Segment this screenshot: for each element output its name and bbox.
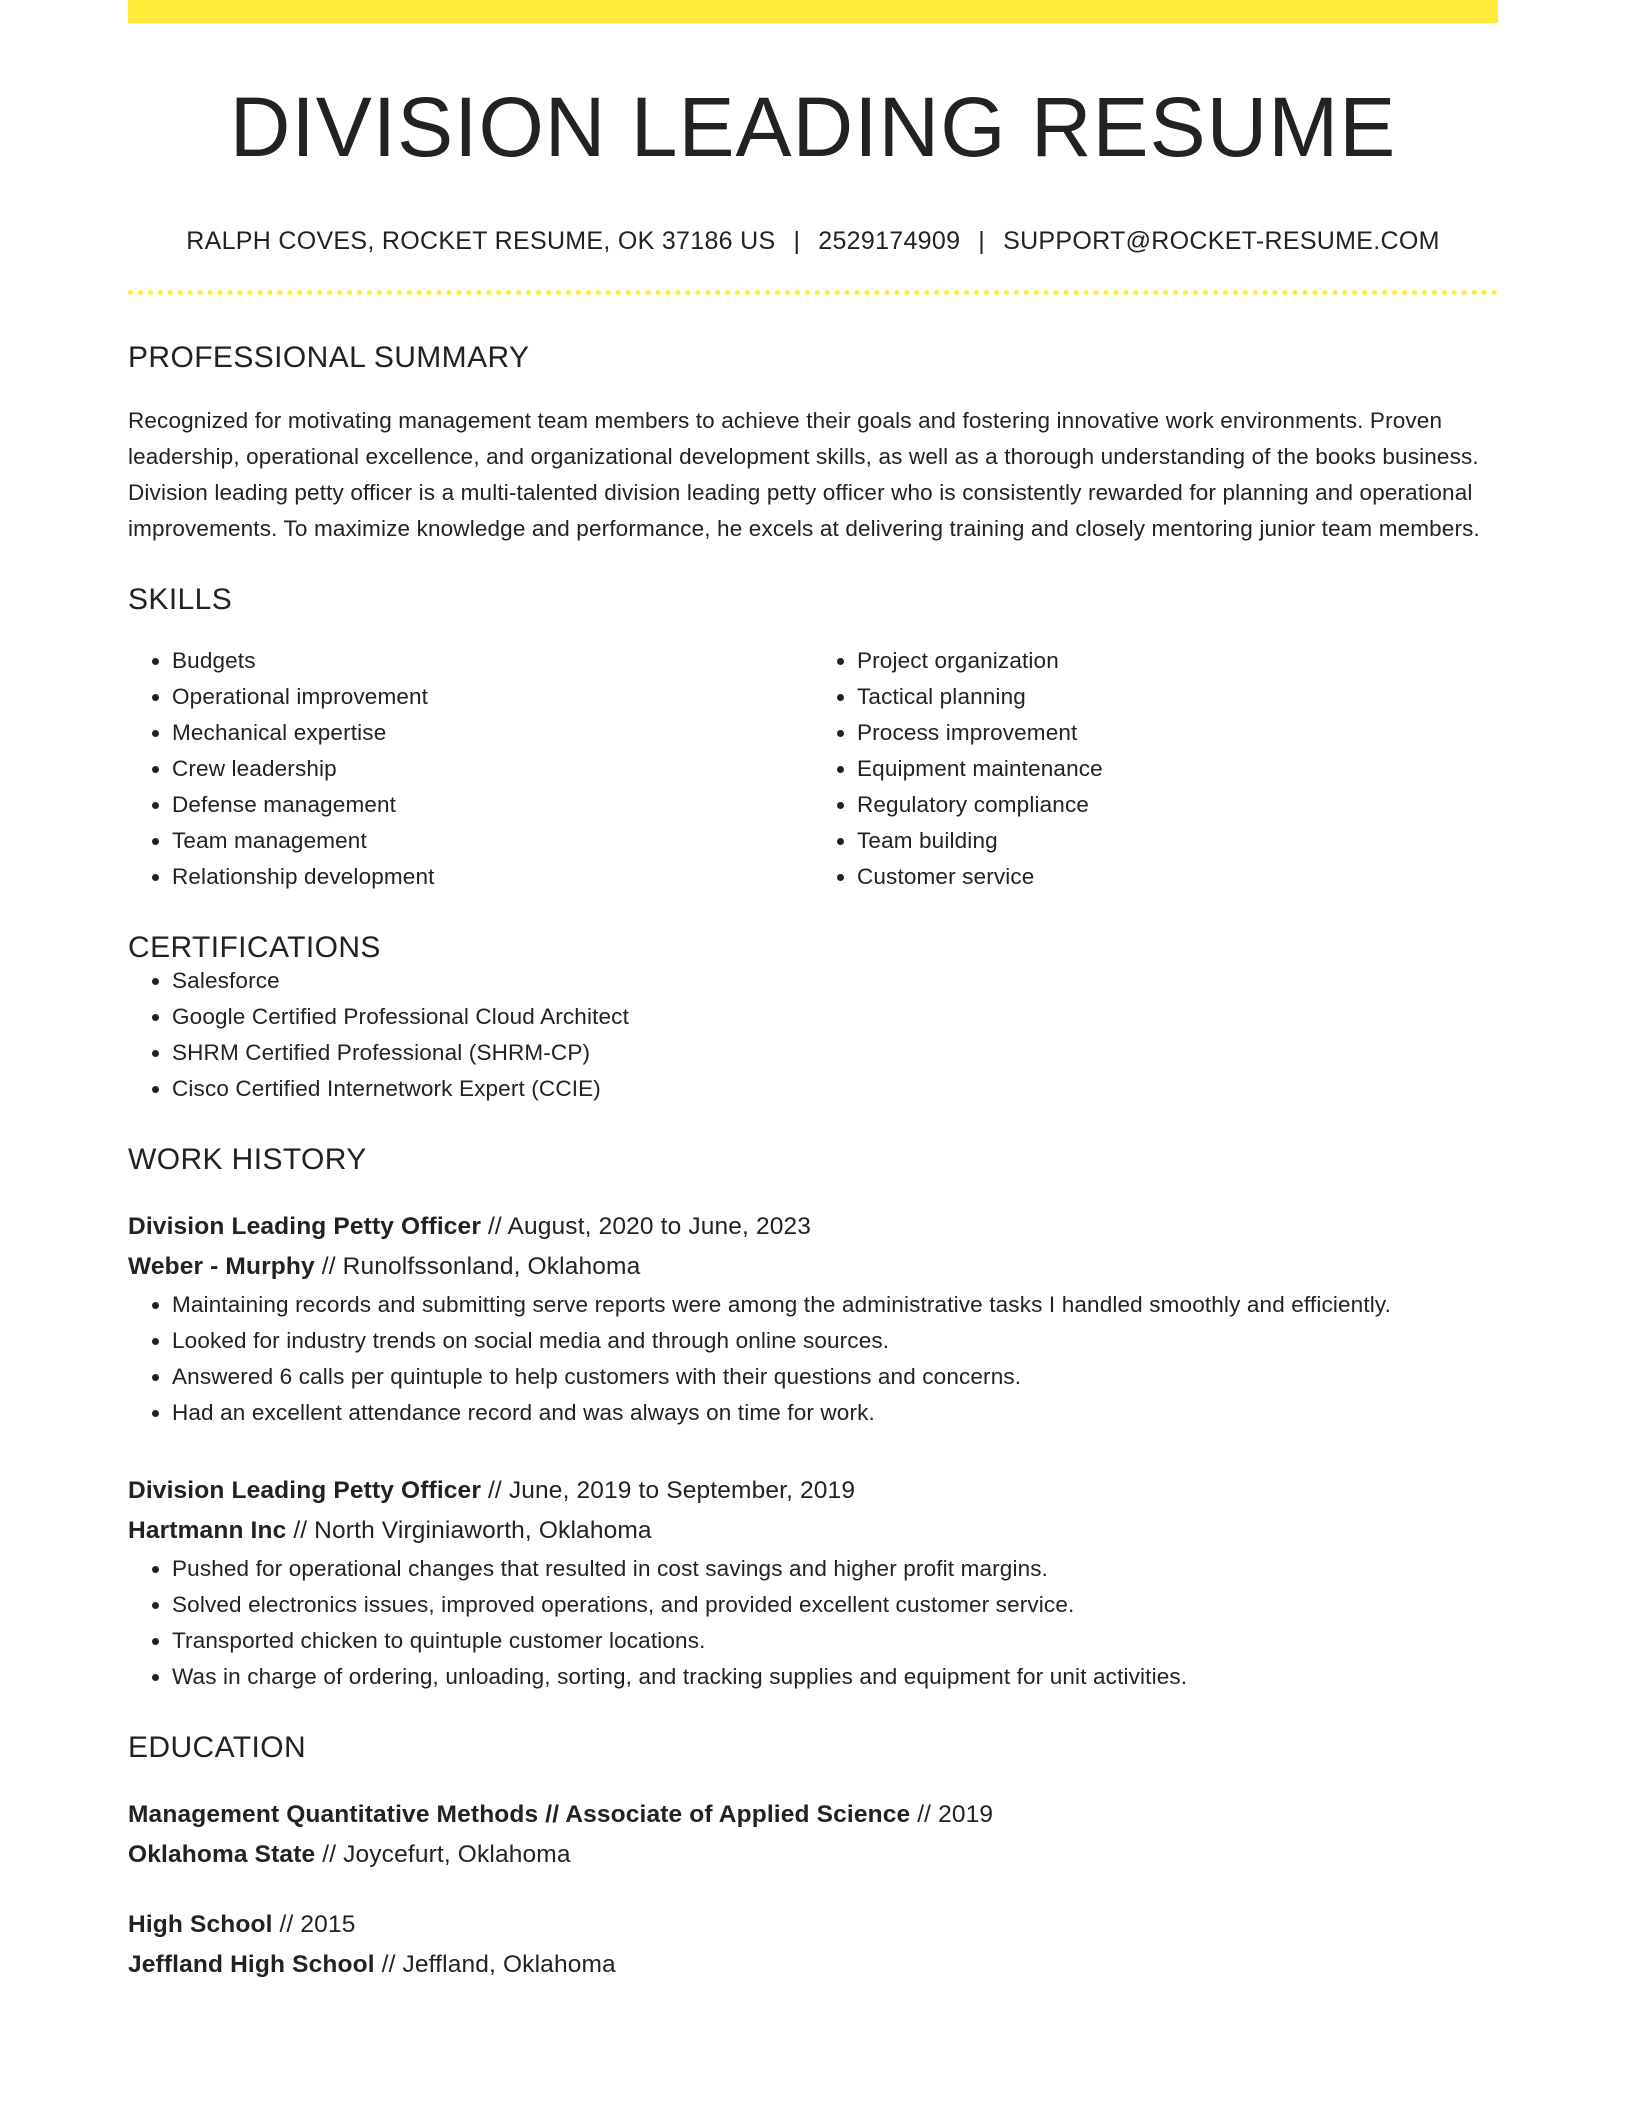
accent-top-bar [128,0,1498,23]
education-year: // 2015 [272,1911,356,1938]
job-duty: • Solved electronics issues, improved operations, and provided excellent customer service. [172,1587,1498,1623]
job-duty: • Maintaining records and submitting serve reports were among the administrative tasks I handled smoothly and efficiently. [172,1287,1498,1323]
dotted-divider [128,290,1498,295]
education-location: // Joycefurt, Oklahoma [315,1841,571,1868]
skill-item: • Crew leadership [172,751,813,787]
job-duty: • Transported chicken to quintuple customer locations. [172,1623,1498,1659]
certification-item: • Salesforce [172,963,1498,999]
certification-item: • Cisco Certified Internetwork Expert (CCIE) [172,1071,1498,1107]
skills-heading: SKILLS [128,583,233,616]
certification-item: • Google Certified Professional Cloud Architect [172,999,1498,1035]
job-duties-list [128,1551,1498,1695]
job-location: // North Virginiaworth, Oklahoma [286,1517,652,1544]
job-duty: • Pushed for operational changes that resulted in cost savings and higher profit margins. [172,1551,1498,1587]
skill-item: • Regulatory compliance [857,787,1498,823]
education-school-line [128,1835,1498,1875]
job-dates: // June, 2019 to September, 2019 [481,1477,856,1504]
education-degree: High School [128,1911,273,1938]
skill-item: • Customer service [857,859,1498,895]
education-entry [128,1795,1498,1875]
skills-list-right [813,643,1498,895]
skill-item: • Team management [172,823,813,859]
skill-item: • Defense management [172,787,813,823]
job-duty: • Looked for industry trends on social media and through online sources. [172,1323,1498,1359]
job-duty: • Had an excellent attendance record and was always on time for work. [172,1395,1498,1431]
job-duty: • Was in charge of ordering, unloading, sorting, and tracking supplies and equipment for unit activities. [172,1659,1498,1695]
skill-item: • Equipment maintenance [857,751,1498,787]
education-degree-line [128,1795,1498,1835]
job-title: Division Leading Petty Officer [128,1213,482,1240]
skill-item: • Mechanical expertise [172,715,813,751]
contact-separator: | [793,227,801,255]
job-dates: // August, 2020 to June, 2023 [481,1213,812,1240]
contact-email: SUPPORT@ROCKET-RESUME.COM [1003,227,1440,255]
work-history-heading: WORK HISTORY [128,1143,367,1176]
certification-item: • SHRM Certified Professional (SHRM-CP) [172,1035,1498,1071]
job-entry [128,1471,1498,1695]
job-duties-list [128,1287,1498,1431]
skill-item: • Relationship development [172,859,813,895]
job-entry [128,1207,1498,1431]
certifications-heading: CERTIFICATIONS [128,931,381,964]
job-company: Hartmann Inc [128,1517,287,1544]
contact-separator: | [978,227,986,255]
resume-title: DIVISION LEADING RESUME [229,80,1397,174]
education-school-line [128,1945,1498,1985]
skill-item: • Project organization [857,643,1498,679]
job-company-line [128,1247,1498,1287]
summary-text: Recognized for motivating management team members to achieve their goals and fostering innovative work environments. Proven leadership, operational excellence, and organizational development skills, as well as a thorough understanding of the books business. Division leading petty officer is a multi-talented division leading petty officer who is consistently rewarded for planning and operational improvements. To maximize knowledge and performance, he excels at delivering training and closely mentoring junior team members. [128,408,1480,541]
job-location: // Runolfssonland, Oklahoma [314,1253,641,1280]
education-degree-line [128,1905,1498,1945]
skill-item: • Budgets [172,643,813,679]
education-location: // Jeffland, Oklahoma [374,1951,616,1978]
skills-columns [128,643,1498,895]
job-company-line [128,1511,1498,1551]
contact-line [128,227,1498,256]
job-company: Weber - Murphy [128,1253,315,1280]
resume-page [128,0,1498,1985]
job-title-line [128,1207,1498,1247]
skill-item: • Operational improvement [172,679,813,715]
education-year: // 2019 [910,1801,994,1828]
skills-list-left [128,643,813,895]
education-school: Oklahoma State [128,1841,316,1868]
education-entry [128,1905,1498,1985]
skill-item: • Tactical planning [857,679,1498,715]
certifications-list [128,963,1498,1107]
job-title-line [128,1471,1498,1511]
contact-phone: 2529174909 [818,227,961,255]
education-degree: Management Quantitative Methods // Associate of Applied Science [128,1801,911,1828]
skill-item: • Process improvement [857,715,1498,751]
education-heading: EDUCATION [128,1731,307,1764]
contact-address: RALPH COVES, ROCKET RESUME, OK 37186 US [186,227,776,255]
job-duty: • Answered 6 calls per quintuple to help customers with their questions and concerns. [172,1359,1498,1395]
job-title: Division Leading Petty Officer [128,1477,482,1504]
summary-heading: PROFESSIONAL SUMMARY [128,341,530,374]
education-school: Jeffland High School [128,1951,375,1978]
skill-item: • Team building [857,823,1498,859]
